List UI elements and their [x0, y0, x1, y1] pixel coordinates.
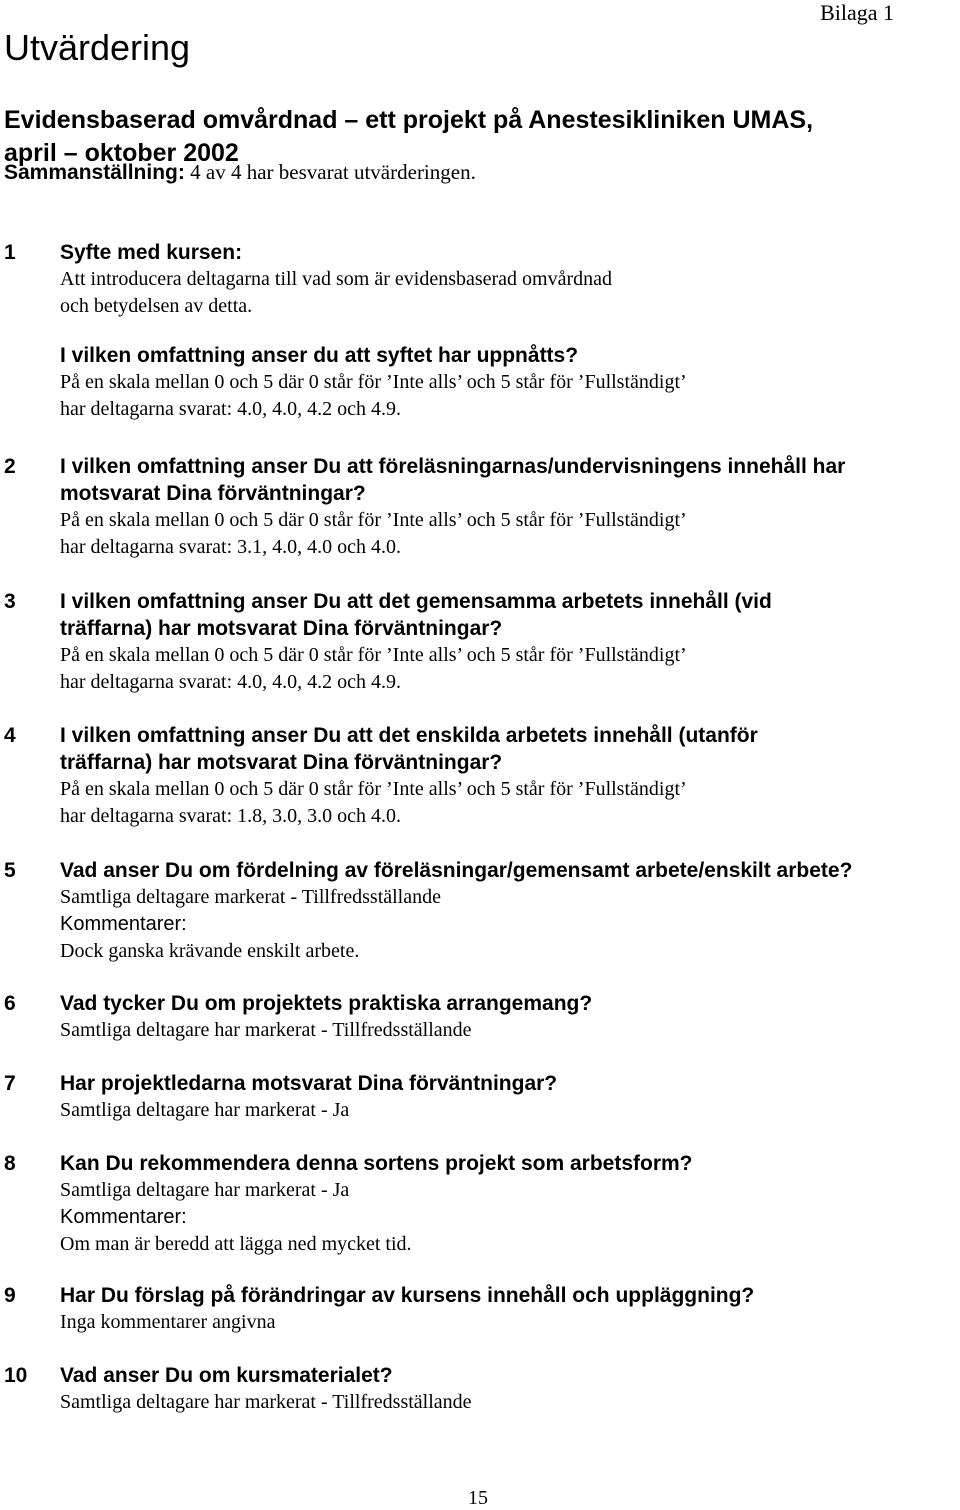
question-number: 6 — [4, 992, 16, 1015]
comments-label: Kommentarer: — [60, 913, 187, 935]
answer-text: har deltagarna svarat: 1.8, 3.0, 3.0 och 4.0. — [60, 805, 402, 827]
question-text: och betydelsen av detta. — [60, 295, 253, 317]
comment-text: Dock ganska krävande enskilt arbete. — [60, 940, 360, 962]
question-number: 4 — [4, 724, 16, 747]
question-heading: Har projektledarna motsvarat Dina förväntningar? — [60, 1072, 558, 1095]
answer-text: Samtliga deltagare har markerat - Tillfredsställande — [60, 1019, 472, 1041]
question-6 — [4, 990, 954, 1044]
question-10 — [4, 1362, 954, 1416]
question-heading: I vilken omfattning anser Du att det gemensamma arbetets innehåll (vid — [60, 590, 772, 613]
subtitle-line-1: Evidensbaserad omvårdnad – ett projekt på Anestesikliniken UMAS, — [4, 106, 814, 134]
question-number: 2 — [4, 455, 16, 478]
question-heading: träffarna) har motsvarat Dina förväntningar? — [60, 617, 503, 640]
scale-description: På en skala mellan 0 och 5 där 0 står för ’Inte alls’ och 5 står för ’Fullständigt’ — [60, 644, 687, 666]
scale-description: På en skala mellan 0 och 5 där 0 står för ’Inte alls’ och 5 står för ’Fullständigt’ — [60, 371, 687, 393]
comment-text: Om man är beredd att lägga ned mycket tid. — [60, 1233, 412, 1255]
question-heading: Vad anser Du om fördelning av föreläsningar/gemensamt arbete/enskilt arbete? — [60, 859, 853, 882]
page-number: 15 — [468, 1487, 488, 1509]
question-number: 5 — [4, 859, 16, 882]
question-2 — [4, 453, 954, 561]
comments-label: Kommentarer: — [60, 1206, 187, 1228]
question-number: 7 — [4, 1072, 16, 1095]
question-heading: I vilken omfattning anser Du att det enskilda arbetets innehåll (utanför — [60, 724, 758, 747]
question-number: 1 — [4, 241, 16, 264]
summary-text: 4 av 4 har besvarat utvärderingen. — [184, 160, 476, 184]
answer-text: Samtliga deltagare har markerat - Tillfredsställande — [60, 1391, 472, 1413]
appendix-label: Bilaga 1 — [820, 0, 894, 25]
question-number: 9 — [4, 1284, 16, 1307]
question-heading: I vilken omfattning anser Du att föreläsningarnas/undervisningens innehåll har — [60, 455, 846, 478]
page-title: Utvärdering — [4, 27, 191, 68]
question-5 — [4, 857, 954, 965]
question-number: 10 — [4, 1364, 28, 1387]
question-heading: motsvarat Dina förväntningar? — [60, 482, 366, 505]
summary — [4, 158, 476, 187]
subtitle-line-2: april – oktober 2002 — [4, 139, 239, 167]
question-1 — [4, 239, 954, 423]
question-7 — [4, 1070, 954, 1124]
question-9 — [4, 1282, 954, 1336]
answer-text: Samtliga deltagare markerat - Tillfredsställande — [60, 886, 441, 908]
question-heading: Har Du förslag på förändringar av kursens innehåll och uppläggning? — [60, 1284, 755, 1307]
question-heading: Syfte med kursen: — [60, 241, 243, 264]
answer-text: har deltagarna svarat: 4.0, 4.0, 4.2 och 4.9. — [60, 671, 402, 693]
answer-text: Samtliga deltagare har markerat - Ja — [60, 1179, 350, 1201]
question-text: Att introducera deltagarna till vad som är evidensbaserad omvårdnad — [60, 268, 613, 290]
question-number: 8 — [4, 1152, 16, 1175]
question-3 — [4, 588, 954, 696]
question-8 — [4, 1150, 954, 1258]
question-number: 3 — [4, 590, 16, 613]
scale-description: På en skala mellan 0 och 5 där 0 står för ’Inte alls’ och 5 står för ’Fullständigt’ — [60, 509, 687, 531]
summary-label: Sammanställning: — [4, 161, 185, 184]
question-heading: Vad anser Du om kursmaterialet? — [60, 1364, 393, 1387]
answer-text: Samtliga deltagare har markerat - Ja — [60, 1099, 350, 1121]
answer-text: har deltagarna svarat: 3.1, 4.0, 4.0 och 4.0. — [60, 536, 402, 558]
answer-text: har deltagarna svarat: 4.0, 4.0, 4.2 och 4.9. — [60, 398, 402, 420]
scale-description: På en skala mellan 0 och 5 där 0 står för ’Inte alls’ och 5 står för ’Fullständigt’ — [60, 778, 687, 800]
question-heading: träffarna) har motsvarat Dina förväntningar? — [60, 751, 503, 774]
question-heading: Vad tycker Du om projektets praktiska arrangemang? — [60, 992, 593, 1015]
question-heading: I vilken omfattning anser du att syftet har uppnåtts? — [60, 344, 579, 367]
question-heading: Kan Du rekommendera denna sortens projekt som arbetsform? — [60, 1152, 693, 1175]
question-4 — [4, 722, 954, 830]
answer-text: Inga kommentarer angivna — [60, 1311, 276, 1333]
